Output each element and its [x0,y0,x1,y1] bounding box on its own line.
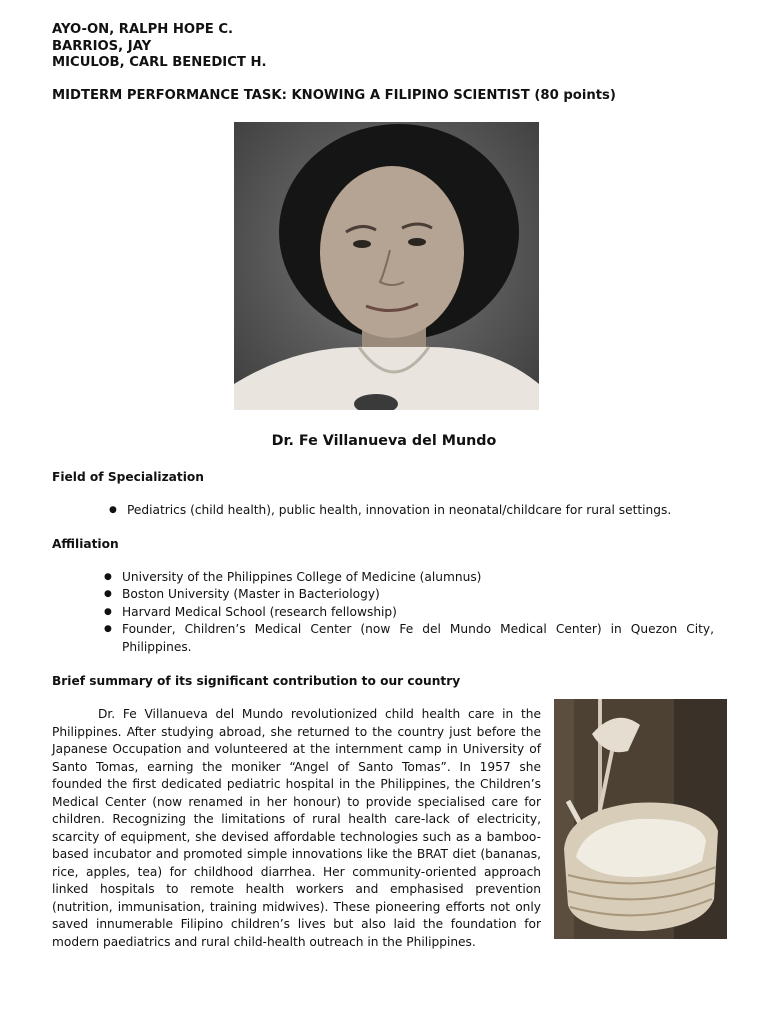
list-item: ● Boston University (Master in Bacteriology) [104,586,714,603]
summary-paragraph: Dr. Fe Villanueva del Mundo revolutionized child health care in the Philippines. After studying abroad, she returned to the country just before the Japanese Occupation and volunteered at the internment camp in University of Santo Tomas, earning the moniker “Angel of Santo Tomas”. In 1957 she founded the first dedicated pediatric hospital in the Philippines, the Children’s Medical Center (now renamed in her honour) to provide specialised care for children. Recognizing the limitations of rural health care-lack of electricity, scarcity of equipment, she devised affordable technologies such as a bamboo-based incubator and promoted simple innovations like the BRAT diet (bananas, rice, apples, tea) for childhood diarrhea. Her community-oriented approach linked hospitals to remote health workers and emphasised prevention (nutrition, immunisation, training midwives). These pioneering efforts not only saved innumerable Filipino children’s lives but also laid the foundation for modern paediatrics and rural child-health outreach in the Philippines. [52,707,541,949]
affiliation-heading: Affiliation [52,537,119,551]
task-title: MIDTERM PERFORMANCE TASK: KNOWING A FILIPINO SCIENTIST (80 points) [52,88,616,103]
list-item: ● University of the Philippines College of Medicine (alumnus) [104,569,714,586]
author-list [52,22,267,72]
list-item: ● Pediatrics (child health), public health, innovation in neonatal/childcare for rural settings. [109,502,729,519]
author-name: AYO-ON, RALPH HOPE C. [52,22,234,37]
bamboo-incubator-photo [554,699,727,939]
scientist-name: Dr. Fe Villanueva del Mundo [271,433,497,449]
field-heading: Field of Specialization [52,470,204,484]
scientist-portrait [234,122,539,410]
list-item: ● Harvard Medical School (research fellowship) [104,604,714,621]
author-name: BARRIOS, JAY [52,38,152,54]
summary-heading: Brief summary of its significant contribution to our country [52,674,461,688]
author-name: MICULOB, CARL BENEDICT H. [52,55,267,70]
list-item: ● Founder, Children’s Medical Center (now Fe del Mundo Medical Center) in Quezon City, Philippines. [104,621,714,656]
affiliation-list [104,569,714,656]
field-list [109,502,729,519]
